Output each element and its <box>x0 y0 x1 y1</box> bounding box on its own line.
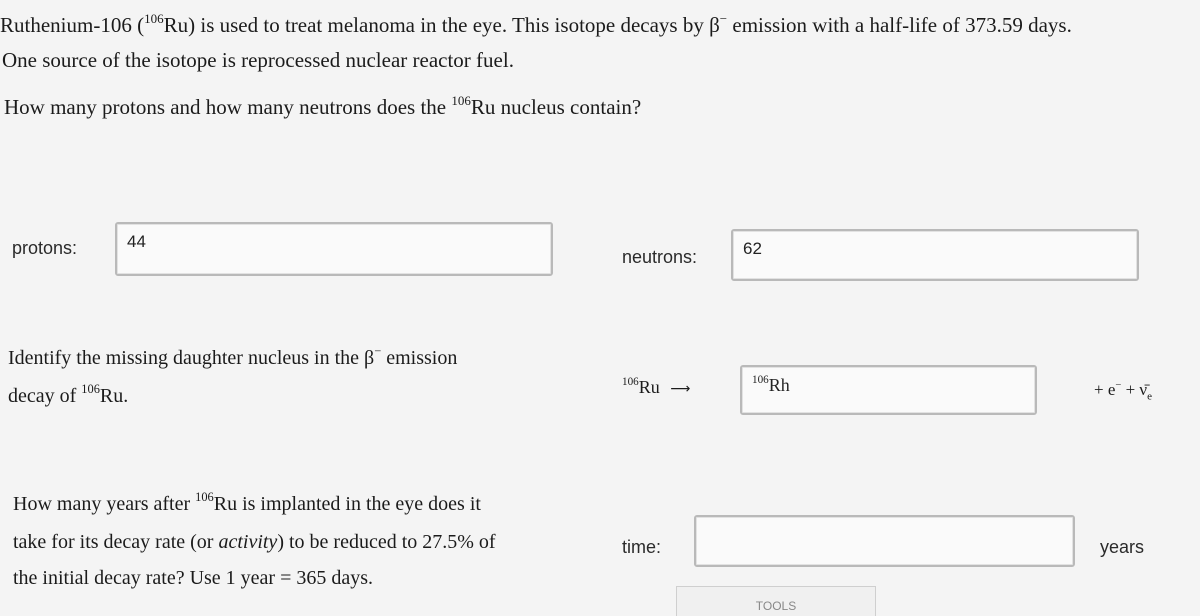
neutrons-input[interactable]: 62 <box>731 229 1139 281</box>
protons-label: protons: <box>12 238 78 258</box>
question-protons-neutrons: How many protons and how many neutrons does the $^{106}$Ru nucleus contain? <box>4 92 642 119</box>
reaction-reactant: $^{106}$Ru ⟶ <box>622 376 691 397</box>
years-unit-label: years <box>1100 537 1145 557</box>
q2-line-2: decay of $^{106}$Ru. <box>8 382 129 407</box>
reaction-products: + $e^- + \nū_e$ <box>1094 379 1153 403</box>
neutrons-label: neutrons: <box>622 247 698 267</box>
q3-line-3: the initial decay rate? Use 1 year = 365 days. <box>13 567 374 589</box>
tools-button[interactable]: TOOLS <box>676 586 876 616</box>
question-daughter-nucleus <box>8 340 457 416</box>
daughter-nucleus-input[interactable]: $^{106}$Rh <box>740 365 1037 415</box>
q3-line-1: How many years after $^{106}$Ru is implanted in the eye does it <box>13 490 481 515</box>
question-decay-time <box>13 486 496 596</box>
time-label: time: <box>622 537 662 557</box>
intro-line-1: Ruthenium-106 ($^{106}$Ru) is used to treat melanoma in the eye. This isotope decays by β− emission with a half-life of 373.59 days. <box>0 10 1072 37</box>
time-input[interactable] <box>694 515 1075 567</box>
intro-line-2: One source of the isotope is reprocessed nuclear reactor fuel. <box>2 48 514 72</box>
protons-input[interactable]: 44 <box>115 222 553 276</box>
q3-line-2: take for its decay rate (or activity) to be reduced to 27.5% of <box>13 531 496 553</box>
reaction-arrow-icon: ⟶ <box>670 381 691 397</box>
mass-number: 106 <box>144 10 164 26</box>
q2-line-1: Identify the missing daughter nucleus in the β− emission <box>8 344 458 369</box>
